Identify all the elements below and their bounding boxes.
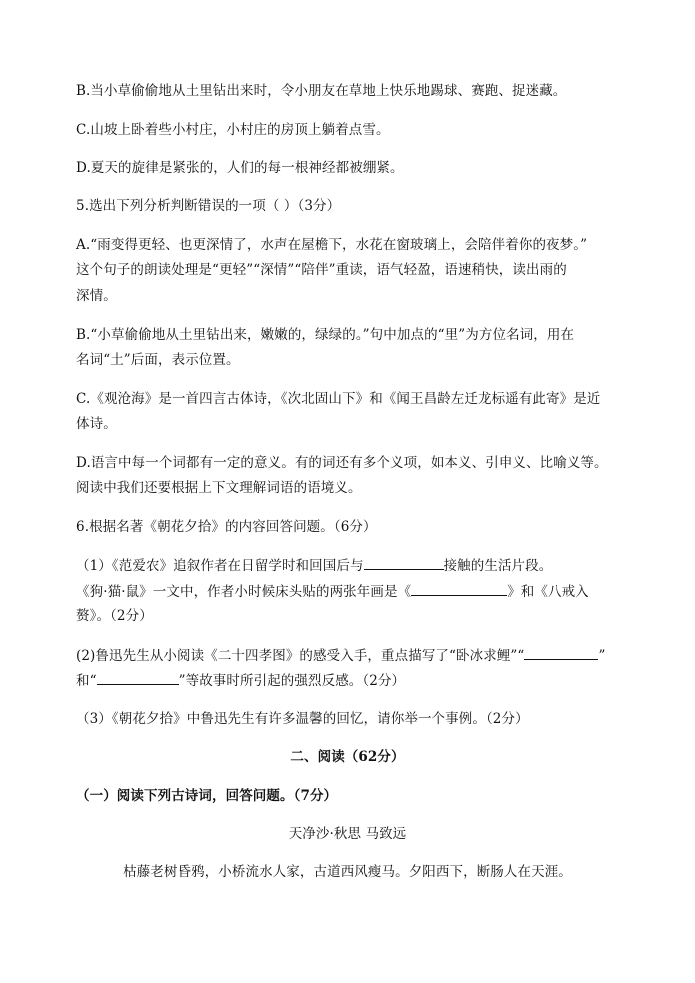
q5-option-b-line1: B.“小草偷偷地从土里钻出来，嫩嫩的，绿绿的。”句中加点的“里”为方位名词，用在 bbox=[76, 327, 575, 343]
q6-part1-line3: 赘》。（2分） bbox=[76, 608, 153, 624]
q6-part1-line1 bbox=[76, 557, 552, 574]
q5-option-c-line2: 体诗。 bbox=[76, 416, 117, 432]
q6-part1-text-a: （1）《范爱农》追叙作者在日留学时和回国后与 bbox=[76, 558, 364, 574]
answer-blank-3[interactable] bbox=[524, 647, 598, 660]
q5-option-b-line2: 名词“土”后面，表示位置。 bbox=[76, 352, 240, 368]
poem-body: 枯藤老树昏鸦，小桥流水人家，古道西风瘦马。夕阳西下，断肠人在天涯。 bbox=[123, 864, 572, 880]
q6-part1-text-d: 》和《八戒入 bbox=[507, 584, 589, 600]
q6-part2-text-b: ” bbox=[598, 648, 606, 664]
q5-option-a-line2: 这个句子的朗读处理是“更轻”“深情”“陪伴”重读，语气轻盈，语速稍快，读出雨的 bbox=[76, 262, 567, 278]
q5-option-d-line2: 阅读中我们还要根据上下文理解词语的语境义。 bbox=[76, 480, 362, 496]
q6-part2-text-a: (2)鲁迅先生从小阅读《二十四孝图》的感受入手，重点描写了“卧冰求鲤”“ bbox=[76, 648, 525, 664]
q4-option-b: B.当小草偷偷地从土里钻出来时，令小朋友在草地上快乐地踢球、赛跑、捉迷藏。 bbox=[76, 83, 567, 99]
q5-option-d-line1: D.语言中每一个词都有一定的意义。有的词还有多个义项，如本义、引申义、比喻义等。 bbox=[76, 455, 608, 471]
poem-title: 天净沙·秋思 马致远 bbox=[288, 826, 407, 842]
q6-part2-line1 bbox=[76, 647, 605, 664]
q5-option-a-line3: 深情。 bbox=[76, 288, 117, 304]
q5-option-c-line1: C.《观沧海》是一首四言古体诗，《次北固山下》和《闻王昌龄左迁龙标遥有此寄》是近 bbox=[76, 391, 601, 407]
q6-part2-line2 bbox=[76, 672, 405, 689]
q6-part3: （3）《朝花夕拾》中鲁迅先生有许多温馨的回忆，请你举一个事例。（2分） bbox=[76, 711, 529, 727]
q6-part1-text-c: 《狗·猫·鼠》一文中，作者小时候床头贴的两张年画是《 bbox=[76, 584, 412, 600]
q6-part2-text-d: ”等故事时所引起的强烈反感。（2分） bbox=[178, 673, 406, 689]
answer-blank-4[interactable] bbox=[97, 672, 179, 685]
q4-option-c: C.山坡上卧着些小村庄，小村庄的房顶上躺着点雪。 bbox=[76, 122, 390, 138]
q5-option-a-line1: A.“雨变得更轻、也更深情了，水声在屋檐下，水花在窗玻璃上，会陪伴着你的夜梦。” bbox=[76, 237, 588, 253]
q6-part1-line2 bbox=[76, 583, 589, 600]
q6-part1-text-b: 接触的生活片段。 bbox=[443, 558, 553, 574]
q6-part2-text-c: 和“ bbox=[76, 673, 97, 689]
answer-blank-2[interactable] bbox=[411, 583, 507, 596]
q5-stem: 5.选出下列分析判断错误的一项（ ）（3分） bbox=[76, 198, 341, 214]
answer-blank-1[interactable] bbox=[364, 557, 444, 570]
q6-stem: 6.根据名著《朝花夕拾》的内容回答问题。（6分） bbox=[76, 519, 377, 535]
q4-option-d: D.夏天的旋律是紧张的，人们的每一根神经都被绷紧。 bbox=[76, 160, 404, 176]
subsection-title: （一）阅读下列古诗词，回答问题。（7分） bbox=[76, 788, 338, 804]
section-title: 二、阅读（62分） bbox=[290, 749, 405, 765]
